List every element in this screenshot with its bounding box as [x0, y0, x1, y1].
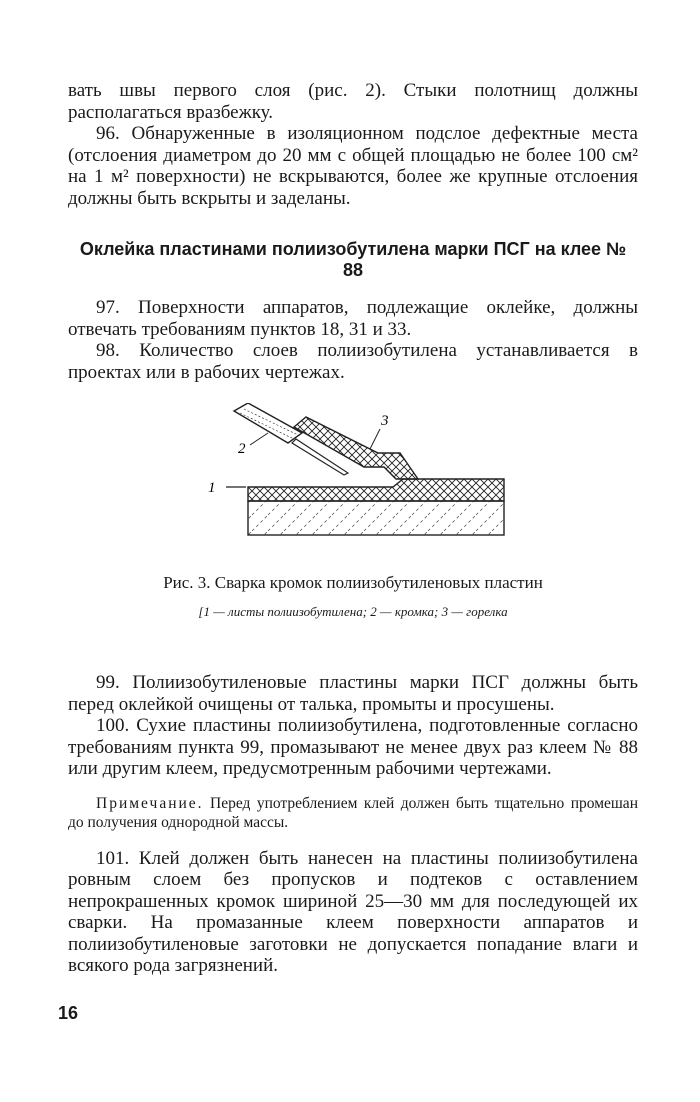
paragraph-98: 98. Количество слоев полиизобутилена устанавливается в проектах или в рабочих чертежах.	[68, 340, 638, 383]
figure-3	[68, 403, 638, 563]
figure-legend: [1 — листы полиизобутилена; 2 — кромка; 3 — горелка	[198, 604, 508, 619]
welding-diagram	[188, 403, 508, 563]
sheet-edge	[294, 417, 418, 479]
figure-caption: Рис. 3. Сварка кромок полиизобутиленовых пластин	[163, 573, 543, 592]
label-3: 3	[381, 413, 389, 429]
label-1: 1	[208, 480, 216, 496]
base-surface	[248, 501, 504, 535]
paragraph-99: 99. Полиизобутиленовые пластины марки ПСГ должны быть перед оклейкой очищены от талька, промыты и просушены.	[68, 672, 638, 715]
section-heading: Оклейка пластинами полиизобутилена марки ПСГ на клее № 88	[79, 239, 627, 280]
page-body	[68, 80, 638, 977]
page-number: 16	[58, 1003, 79, 1023]
paragraph-100: 100. Сухие пластины полиизобутилена, подготовленные согласно требованиям пункта 99, промазывают не менее двух раз клеем № 88 или другим клеем, предусмотренным рабочими чертежами.	[68, 715, 638, 779]
note	[68, 794, 638, 832]
paragraph-97: 97. Поверхности аппаратов, подлежащие оклейке, должны отвечать требованиям пунктов 18, 31 и 33.	[68, 297, 638, 340]
label-2: 2	[238, 441, 246, 457]
paragraph-101: 101. Клей должен быть нанесен на пластины полиизобутилена ровным слоем без пропусков и подтеков с оставлением непрокрашенных кромок шириной 25—30 мм для последующей их сварки. На промазанные клеем поверхности аппаратов и полиизобутиленовые заготовки не допускается попадание влаги и всякого рода загрязнений.	[68, 847, 638, 976]
paragraph-96: 96. Обнаруженные в изоляционном подслое дефектные места (отслоения диаметром до 20 мм с общей площадью не более 100 см² на 1 м² поверхности) не вскрываются, более же крупные отслоения должны быть вскрыты и заделаны.	[68, 123, 638, 209]
note-label: Примечание.	[96, 794, 204, 812]
paragraph-continuation: вать швы первого слоя (рис. 2). Стыки полотнищ должны располагаться вразбежку.	[68, 80, 638, 123]
sheet-layer	[248, 479, 504, 501]
note-text: Перед употреблением клей должен быть тщательно промешан до получения однородной массы.	[68, 794, 638, 831]
